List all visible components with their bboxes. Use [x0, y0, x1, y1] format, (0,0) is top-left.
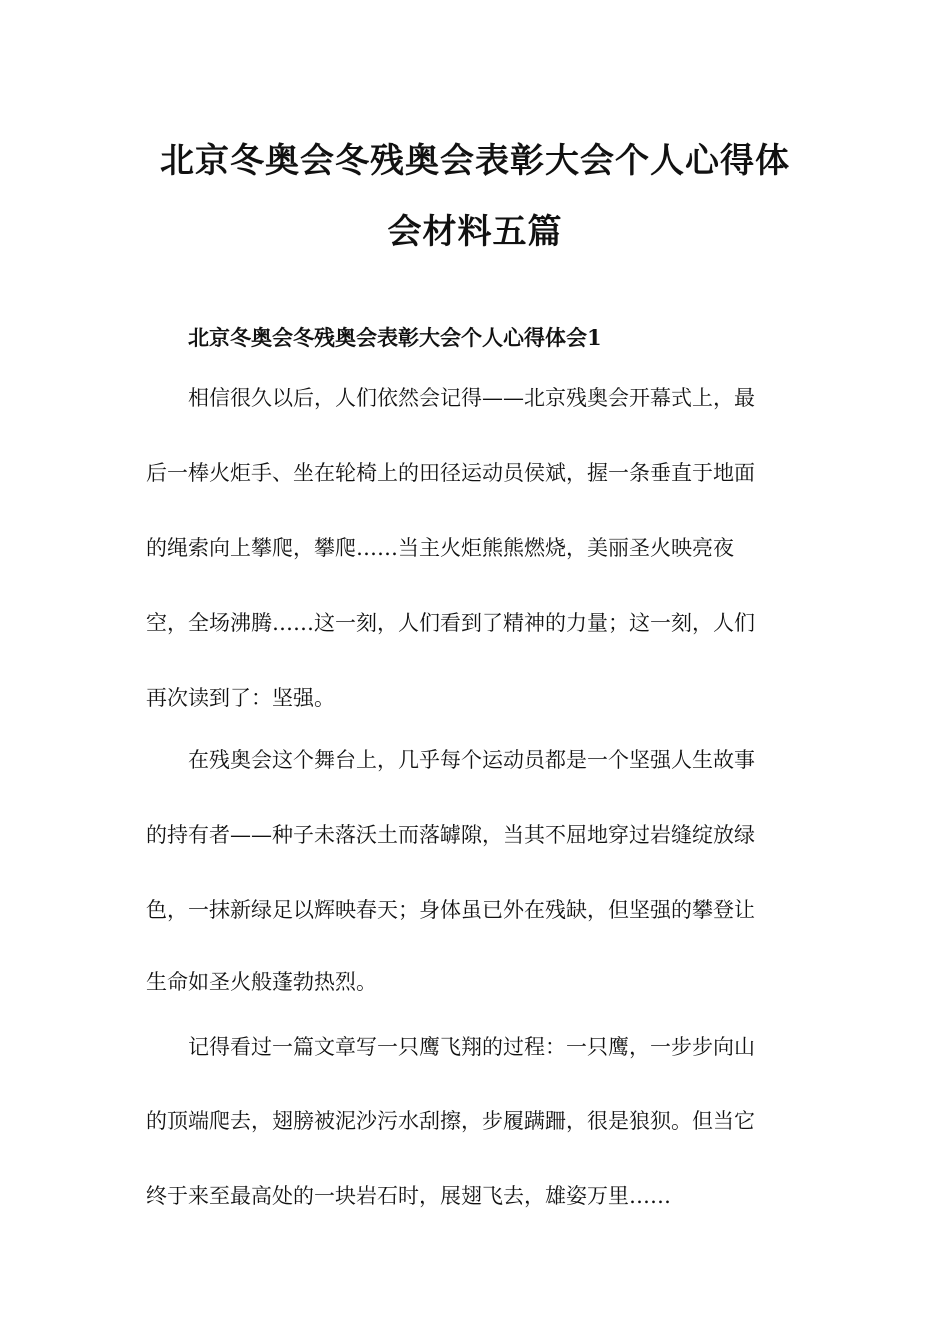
paragraph-2-line-4: 生命如圣火般蓬勃热烈。: [146, 970, 377, 994]
document-title-line-2: 会材料五篇: [387, 212, 563, 252]
paragraph-3-line-3: 终于来至最高处的一块岩石时，展翅飞去，雄姿万里……: [146, 1184, 671, 1208]
paragraph-2-line-3: 色，一抹新绿足以辉映春天；身体虽已外在残缺，但坚强的攀登让: [146, 898, 755, 922]
paragraph-3-line-2: 的顶端爬去，翅膀被泥沙污水刮擦，步履蹒跚，很是狼狈。但当它: [146, 1109, 755, 1133]
document-title-line-1: 北京冬奥会冬残奥会表彰大会个人心得体: [160, 141, 790, 181]
paragraph-2-line-1: 在残奥会这个舞台上，几乎每个运动员都是一个坚强人生故事: [188, 748, 755, 772]
paragraph-1-line-2: 后一棒火炬手、坐在轮椅上的田径运动员侯斌，握一条垂直于地面: [146, 461, 755, 485]
paragraph-1-line-3: 的绳索向上攀爬，攀爬……当主火炬熊熊燃烧，美丽圣火映亮夜: [146, 536, 734, 560]
paragraph-3-line-1: 记得看过一篇文章写一只鹰飞翔的过程：一只鹰，一步步向山: [188, 1035, 755, 1059]
paragraph-2-line-2: 的持有者——种子未落沃土而落罅隙，当其不屈地穿过岩缝绽放绿: [146, 823, 755, 847]
paragraph-1-line-1: 相信很久以后，人们依然会记得——北京残奥会开幕式上，最: [188, 386, 755, 410]
paragraph-1-line-5: 再次读到了：坚强。: [146, 686, 335, 710]
paragraph-1-line-4: 空，全场沸腾……这一刻，人们看到了精神的力量；这一刻，人们: [146, 611, 755, 635]
section-heading: 北京冬奥会冬残奥会表彰大会个人心得体会1: [188, 325, 602, 350]
